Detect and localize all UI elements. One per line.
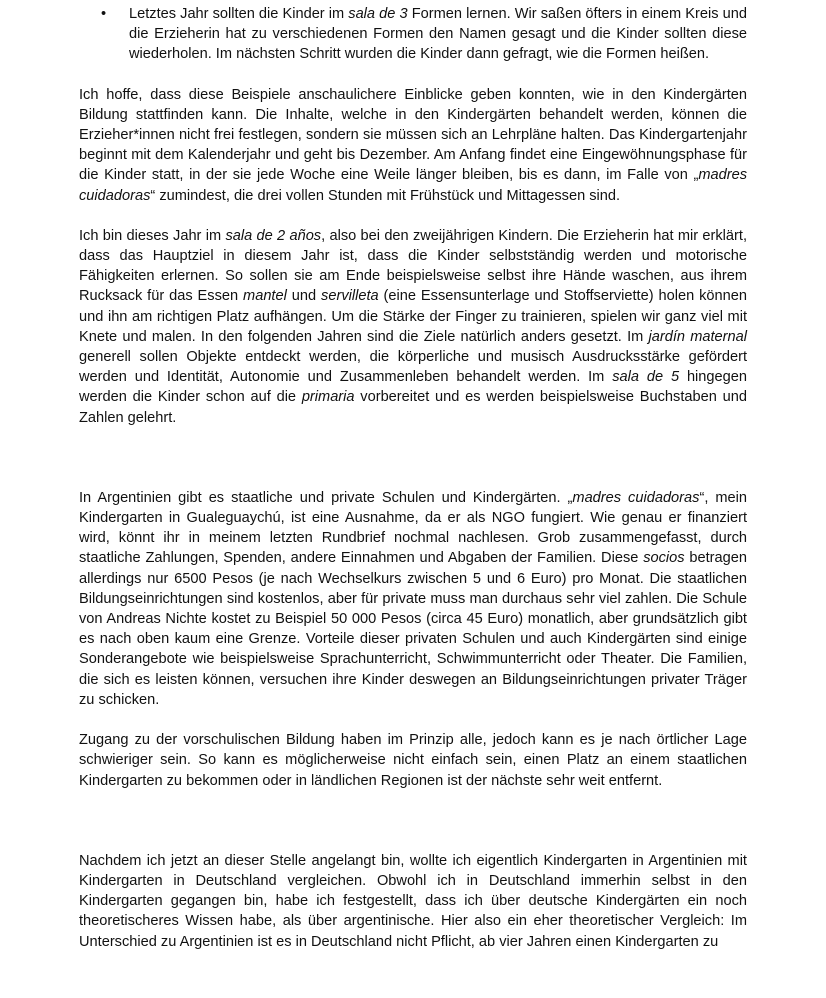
text-run: hingegen werden die Kinder schon auf die [79,369,747,406]
text-run: generell sollen Objekte entdeckt werden, die körperliche und musisch Ausdrucksstärke gefördert werden und Identität, Autonomie und Zusammenleben behandelt werden. Im [79,349,747,386]
text-run: Letztes Jahr sollten die Kinder im [129,6,349,22]
text-run: “ zumindest, die drei vollen Stunden mit Frühstück und Mittagessen sind. [150,187,621,204]
text-run: betragen allerdings nur 6500 Pesos (je nach Wechselkurs zwischen 5 und 6 Euro) pro Monat. Die staatlichen Bildungseinrichtungen sind kostenlos, aber für private muss man durchaus sehr viel zahlen. Die Schule von Andreas Nichte kostet zu Beispiel 50 000 Pesos (circa 45 Euro) monatlich, aber grundsätzlich gibt es nach oben kaum eine Grenze. Vorteile dieser privaten Schulen und auch Kindergärten sind einige Sonderangebote wie beispielsweise Sprachunterricht, Schwimmunterricht oder Theater. Die Familien, die sich es leisten können, versuchen ihre Kinder deswegen an Bildungseinrichtungen privater Träger zu schicken. [79,550,747,708]
document-page [79,4,747,972]
text-run: und [286,288,322,305]
italic-term: madres cuidadoras [79,167,747,204]
paragraph-school-types [79,488,747,710]
text-run: In Argentinien gibt es staatliche und private Schulen und Kindergärten. „ [79,489,573,506]
paragraph-access: Zugang zu der vorschulischen Bildung haben im Prinzip alle, jedoch kann es je nach örtlicher Lage schwieriger sein. So kann es möglicherweise nicht einfach sein, einen Platz an einem staatlichen Kindergarten zu bekommen oder in ländlichen Regionen ist der nächste sehr weit entfernt. [79,732,747,789]
paragraph-comparison: Nachdem ich jetzt an dieser Stelle angelangt bin, wollte ich eigentlich Kindergarten in Argentinien mit Kindergarten in Deutschland vergleichen. Obwohl ich in Deutschland immerhin selbst in den Kindergarten gegangen bin, habe ich festgestellt, dass ich über deutsche Kindergärten ein noch theoretischeres Wissen habe, als über argentinische. Hier also ein eher theoretischer Vergleich: Im Unterschied zu Argentinien ist es in Deutschland nicht Pflicht, ab vier Jahren einen Kindergarten zu [79,852,747,950]
text-run: (eine Essensunterlage und Stoffserviette) holen können und ihn am richtigen Platz aufhängen. Um die Stärke der Finger zu trainieren, spielen wir ganz viel mit Knete und malen. In den folgenden Jahren sind die Ziele natürlich anders gesetzt. Im [79,288,747,345]
bullet-marker: • [101,6,107,22]
text-run: vorbereitet und es werden beispielsweise Buchstaben und Zahlen gelehrt. [79,389,747,426]
italic-term: sala de 5 [612,369,680,386]
paragraph-goals [79,226,747,428]
bullet-list-item [79,4,747,65]
text-run: Ich hoffe, dass diese Beispiele anschaulichere Einblicke geben konnten, wie in den Kindergärten Bildung stattfinden kann. Die Inhalte, welche in den Kindergärten behandelt werden, können die Erzieher*innen nicht frei festlegen, sondern sie müssen sich an Lehrpläne halten. Das Kindergartenjahr beginnt mit dem Kalenderjahr und geht bis Dezember. Am Anfang findet eine Eingewöhnungsphase für die Kinder statt, in der sie jede Woche eine Weile länger bleiben, bis es dann, im Falle von „ [79,86,747,184]
italic-term: servilleta [321,288,379,305]
italic-term: sala de 3 [348,6,408,22]
italic-term: socios [643,550,685,567]
text-run: Ich bin dieses Jahr im [79,227,226,244]
paragraph-curriculum [79,85,747,206]
italic-term: madres cuidadoras [572,489,700,506]
italic-term: mantel [243,288,287,305]
text-run: , also bei den zweijährigen Kindern. Die Erzieherin hat mir erklärt, dass das Hauptziel in diesem Jahr ist, dass die Kinder selbstständig werden und motorische Fähigkeiten erlernen. So sollen sie am Ende beispielsweise selbst ihre Hände waschen, aus ihrem Rucksack für das Essen [79,227,747,305]
italic-term: jardín maternal [648,328,747,345]
italic-term: primaria [301,389,355,406]
text-run: Formen lernen. Wir saßen öfters in einem Kreis und die Erzieherin hat zu verschiedenen Formen den Namen gesagt und die Kinder sollten diese wiederholen. Im nächsten Schritt wurden die Kinder dann gefragt, wie die Formen heißen. [129,6,747,63]
italic-term: sala de 2 años [225,227,322,244]
text-run: “, mein Kindergarten in Gualeguaychú, ist eine Ausnahme, da er als NGO fungiert. Wie genau er finanziert wird, könnt ihr in meinem letzten Rundbrief nochmal nachlesen. Grob zusammengefasst, durch staatliche Zahlungen, Spenden, andere Einnahmen und Abgaben der Familien. Diese [79,489,747,567]
bullet-text [129,6,747,62]
